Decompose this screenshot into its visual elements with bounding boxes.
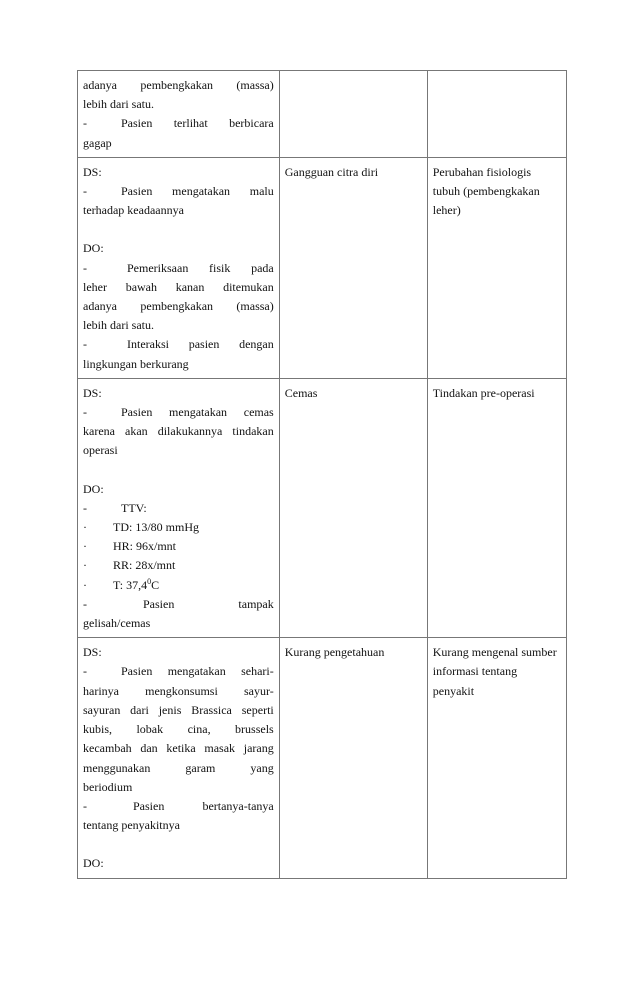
cell-line: sayuran dari jenis Brassica seperti [83, 702, 274, 717]
dash-item [83, 182, 274, 201]
cell-line: Pasien tampak [143, 596, 274, 611]
ttv-label: TTV: [121, 500, 147, 515]
vital-item [83, 518, 274, 537]
vital-temp [113, 576, 159, 595]
cell-line: operasi [83, 443, 118, 458]
cell-line: kubis, lobak cina, brussels [83, 722, 274, 737]
cell-line: adanya pembengkakan (massa) [83, 299, 274, 314]
dash-marker: - [83, 116, 87, 131]
dash-marker: - [83, 798, 87, 813]
diagnosis-cell [279, 638, 427, 878]
do-label: DO: [83, 481, 104, 496]
dash-marker: - [83, 337, 87, 352]
etiology-cell [427, 638, 566, 878]
dash-item [83, 662, 274, 681]
data-cell [78, 638, 280, 878]
cell-line: lebih dari satu. [83, 318, 154, 333]
cell-line: karena akan dilakukannya tindakan [83, 424, 274, 439]
etiology-line: sumber informasi [432, 645, 557, 679]
vital-hr: HR: 96x/mnt [113, 539, 177, 554]
cell-line: harinya mengkonsumsi sayur- [83, 683, 274, 698]
etiology-line: tubuh (pembengkakan [432, 184, 540, 199]
dash-marker: - [83, 405, 87, 420]
etiology-cell [427, 378, 566, 637]
vital-item [83, 556, 274, 575]
cell-line: tentang penyakitnya [83, 818, 180, 833]
vital-temp-value: T: 37,4 [113, 577, 148, 592]
diagnosis-cell [279, 378, 427, 637]
cell-line: beriodium [83, 779, 133, 794]
table-row [78, 378, 567, 637]
dash-marker: - [83, 500, 87, 515]
dash-item [83, 797, 274, 816]
cell-line: kecambah dan ketika masak jarang [83, 741, 274, 756]
cell-line: Pasien mengatakan sehari- [121, 664, 274, 679]
diagnosis-cell [279, 157, 427, 378]
cell-line: adanya pembengkakan (massa) [83, 78, 274, 92]
dash-item [83, 259, 274, 278]
cell-line: lebih dari satu. [83, 97, 154, 112]
etiology-line: Kurang mengenal [432, 645, 519, 660]
do-label: DO: [83, 241, 104, 256]
cell-line: Pasien mengatakan malu [121, 184, 274, 199]
cell-line: lingkungan berkurang [83, 356, 189, 371]
vital-td: TD: 13/80 mmHg [113, 520, 199, 535]
dash-item [83, 335, 274, 354]
diagnosis-text: Gangguan citra diri [284, 164, 379, 179]
cell-line: leher bawah kanan ditemukan [83, 279, 274, 294]
etiology-line: tentang penyakit [432, 664, 518, 698]
cell-line: terhadap keadaannya [83, 203, 184, 218]
bullet-marker: · [83, 577, 87, 592]
cell-line: Pasien terlihat berbicara [121, 116, 274, 131]
table-row [78, 157, 567, 378]
etiology-cell [427, 71, 566, 158]
dash-marker: - [83, 596, 87, 611]
cell-line: menggunakan garam yang [83, 760, 274, 775]
dash-item [83, 595, 274, 614]
ds-label: DS: [83, 385, 102, 400]
etiology-text: Tindakan pre-operasi [432, 385, 535, 400]
etiology-line: leher) [432, 203, 461, 218]
cell-line: Pemeriksaan fisik pada [127, 260, 274, 275]
ds-label: DS: [83, 164, 102, 179]
dash-item [83, 403, 274, 422]
bullet-marker: · [83, 539, 87, 554]
vital-item [83, 537, 274, 556]
cell-line: Interaksi pasien dengan [127, 337, 274, 352]
data-cell [78, 157, 280, 378]
ds-label: DS: [83, 645, 102, 660]
dash-marker: - [83, 260, 87, 275]
dash-item [83, 114, 274, 133]
vital-temp-unit: C [151, 577, 160, 592]
diagnosis-cell [279, 71, 427, 158]
etiology-line: Perubahan fisiologis [432, 164, 532, 179]
cell-line: gelisah/cemas [83, 616, 151, 631]
dash-marker: - [83, 664, 87, 679]
nursing-diagnosis-table [77, 70, 567, 879]
dash-item [83, 499, 274, 518]
data-cell [78, 71, 280, 158]
vital-item [83, 576, 274, 595]
data-cell [78, 378, 280, 637]
etiology-cell [427, 157, 566, 378]
bullet-marker: · [83, 520, 87, 535]
cell-line: gagap [83, 135, 112, 150]
diagnosis-text: Cemas [284, 385, 318, 400]
cell-line: Pasien bertanya-tanya [133, 798, 274, 813]
diagnosis-text: Kurang pengetahuan [284, 645, 385, 660]
bullet-marker: · [83, 558, 87, 573]
do-label: DO: [83, 856, 104, 871]
table-row [78, 71, 567, 158]
vital-rr: RR: 28x/mnt [113, 558, 176, 573]
cell-line: Pasien mengatakan cemas [121, 405, 274, 420]
dash-marker: - [83, 184, 87, 199]
table-row [78, 638, 567, 878]
degree-sup: 0 [147, 576, 152, 586]
